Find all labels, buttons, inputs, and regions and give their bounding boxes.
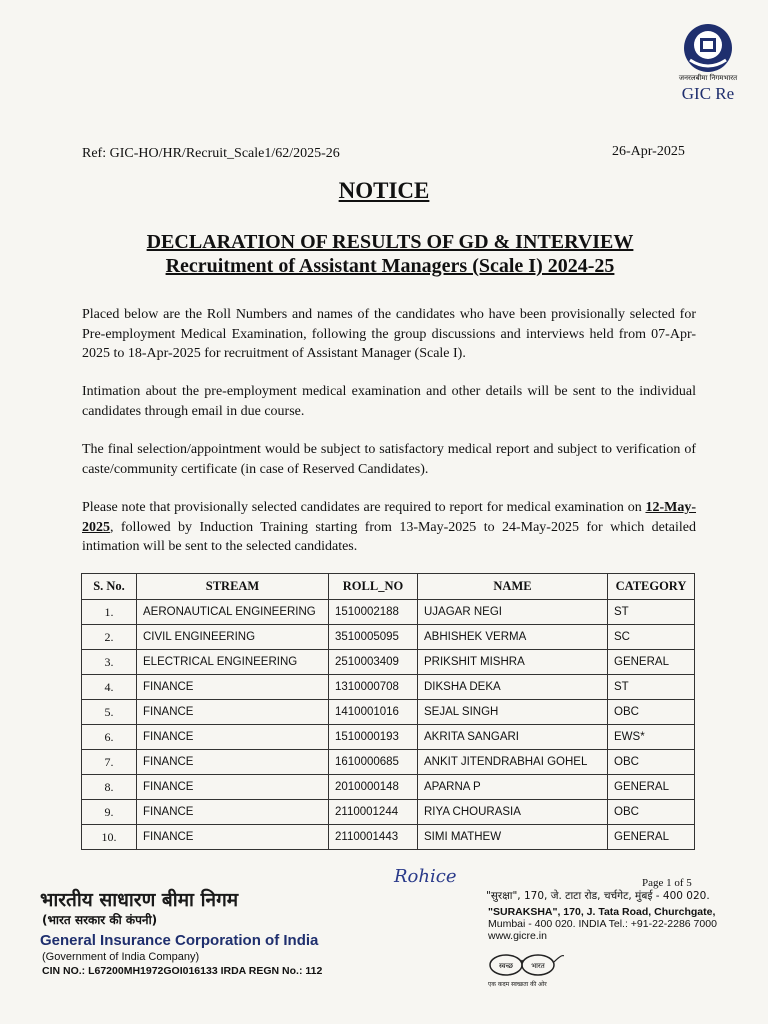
bharat-word: भारत xyxy=(531,962,545,970)
cell-roll-no: 1310000708 xyxy=(329,675,418,700)
logo-text: GIC Re xyxy=(681,84,735,103)
logo-hindi-text: जनरलबीमा निगमभारत xyxy=(678,74,738,82)
cell-name: ANKIT JITENDRABHAI GOHEL xyxy=(418,750,608,775)
paragraph-final-selection: The final selection/appointment would be subject to satisfactory medical report and subject to verification of caste/community certificate (in case of Reserved Candidates). xyxy=(82,442,696,477)
paragraph-intimation: Intimation about the pre-employment medical examination and other details will be sent to the individual candidates through email in due course. xyxy=(82,384,696,419)
table-row xyxy=(82,775,695,800)
cell-category: EWS* xyxy=(608,725,695,750)
table-row xyxy=(82,800,695,825)
gic-re-logo xyxy=(668,22,748,112)
table-row xyxy=(82,750,695,775)
cell-category: GENERAL xyxy=(608,775,695,800)
table-row xyxy=(82,825,695,850)
header-roll-no: ROLL_NO xyxy=(329,574,418,600)
recruitment-heading: Recruitment of Assistant Managers (Scale I) 2024-25 xyxy=(165,255,615,277)
cell-roll-no: 3510005095 xyxy=(329,625,418,650)
cell-roll-no: 1510002188 xyxy=(329,600,418,625)
cell-roll-no: 1610000685 xyxy=(329,750,418,775)
reference-number: Ref: GIC-HO/HR/Recruit_Scale1/62/2025-26 xyxy=(82,146,340,161)
notice-title: NOTICE xyxy=(338,178,430,203)
cell-stream: FINANCE xyxy=(137,825,329,850)
cell-stream: FINANCE xyxy=(137,800,329,825)
cell-category: ST xyxy=(608,600,695,625)
medical-exam-date: 12-May-2025 xyxy=(82,500,697,535)
cell-roll-no: 2110001443 xyxy=(329,825,418,850)
cell-name: RIYA CHOURASIA xyxy=(418,800,608,825)
cell-stream: FINANCE xyxy=(137,750,329,775)
table-row xyxy=(82,600,695,625)
cell-sno: 4. xyxy=(82,675,137,700)
cell-name: SIMI MATHEW xyxy=(418,825,608,850)
cell-name: SEJAL SINGH xyxy=(418,700,608,725)
gic-re-emblem-icon xyxy=(680,22,736,74)
cell-roll-no: 2010000148 xyxy=(329,775,418,800)
address-line-2: Mumbai - 400 020. INDIA Tel.: +91-22-2286 7000 xyxy=(488,918,717,930)
address-line-1: "SURAKSHA", 170, J. Tata Road, Churchgate, xyxy=(488,906,716,918)
cell-roll-no: 1410001016 xyxy=(329,700,418,725)
cell-category: OBC xyxy=(608,800,695,825)
cell-name: ABHISHEK VERMA xyxy=(418,625,608,650)
cell-name: PRIKSHIT MISHRA xyxy=(418,650,608,675)
footer-cin: CIN NO.: L67200MH1972GOI016133 IRDA REGN No.: 112 xyxy=(42,965,323,977)
cell-category: GENERAL xyxy=(608,650,695,675)
cell-sno: 9. xyxy=(82,800,137,825)
cell-name: AKRITA SANGARI xyxy=(418,725,608,750)
cell-sno: 5. xyxy=(82,700,137,725)
header-sno: S. No. xyxy=(82,574,137,600)
cell-sno: 6. xyxy=(82,725,137,750)
cell-stream: AERONAUTICAL ENGINEERING xyxy=(137,600,329,625)
header-stream: STREAM xyxy=(137,574,329,600)
cell-stream: ELECTRICAL ENGINEERING xyxy=(137,650,329,675)
swachh-bharat-glasses-icon xyxy=(484,952,564,978)
footer-govt-company: (Government of India Company) xyxy=(42,951,200,963)
medical-exam-text: Please note that provisionally selected candidates are required to report for medical examination on xyxy=(82,500,642,515)
footer-hindi-sub: (भारत सरकार की कंपनी) xyxy=(42,913,158,927)
table-row xyxy=(82,725,695,750)
table-row xyxy=(82,700,695,725)
paragraph-medical-exam xyxy=(82,498,696,557)
declaration-heading: DECLARATION OF RESULTS OF GD & INTERVIEW xyxy=(146,231,634,253)
cell-stream: FINANCE xyxy=(137,700,329,725)
page-number: Page 1 of 5 xyxy=(642,877,692,889)
cell-sno: 2. xyxy=(82,625,137,650)
cell-sno: 10. xyxy=(82,825,137,850)
cell-name: UJAGAR NEGI xyxy=(418,600,608,625)
cell-sno: 1. xyxy=(82,600,137,625)
cell-name: APARNA P xyxy=(418,775,608,800)
cell-category: GENERAL xyxy=(608,825,695,850)
cell-category: OBC xyxy=(608,750,695,775)
table-row xyxy=(82,625,695,650)
table-row xyxy=(82,675,695,700)
results-table-body xyxy=(82,600,695,850)
cell-roll-no: 1510000193 xyxy=(329,725,418,750)
cell-category: OBC xyxy=(608,700,695,725)
table-header-row xyxy=(82,574,695,600)
header-category: CATEGORY xyxy=(608,574,695,600)
cell-name: DIKSHA DEKA xyxy=(418,675,608,700)
header-name: NAME xyxy=(418,574,608,600)
website-link[interactable]: www.gicre.in xyxy=(488,930,547,942)
cell-roll-no: 2510003409 xyxy=(329,650,418,675)
cell-category: SC xyxy=(608,625,695,650)
cell-stream: CIVIL ENGINEERING xyxy=(137,625,329,650)
cell-stream: FINANCE xyxy=(137,775,329,800)
cell-stream: FINANCE xyxy=(137,725,329,750)
notice-date: 26-Apr-2025 xyxy=(612,144,685,159)
table-row xyxy=(82,650,695,675)
cell-category: ST xyxy=(608,675,695,700)
address-hindi: "सुरक्षा", 170, जे. टाटा रोड, चर्चगेट, मुंबई - 400 020. xyxy=(486,890,710,902)
swachh-tagline: एक कदम स्वच्छता की ओर xyxy=(488,981,547,988)
signature: Rohice xyxy=(394,866,457,887)
footer-corporation-name: General Insurance Corporation of India xyxy=(40,932,319,949)
induction-text: , followed by Induction Training starting from 13-May-2025 to 24-May-2025 for which detailed intimation will be sent to the selected candidates. xyxy=(82,519,696,554)
cell-roll-no: 2110001244 xyxy=(329,800,418,825)
cell-sno: 7. xyxy=(82,750,137,775)
paragraph-selection: Placed below are the Roll Numbers and names of the candidates who have been provisionally selected for Pre-employment Medical Examination, following the group discussions and interviews held from 07-Apr-2025 to 18-Apr-2025 for recruitment of Assistant Manager (Scale I). xyxy=(82,307,696,361)
cell-stream: FINANCE xyxy=(137,675,329,700)
swachh-word: स्वच्छ xyxy=(498,962,514,970)
cell-sno: 3. xyxy=(82,650,137,675)
results-table xyxy=(81,573,695,850)
cell-sno: 8. xyxy=(82,775,137,800)
swachh-bharat-logo xyxy=(484,952,574,983)
footer-hindi-name: भारतीय साधारण बीमा निगम xyxy=(40,889,239,911)
